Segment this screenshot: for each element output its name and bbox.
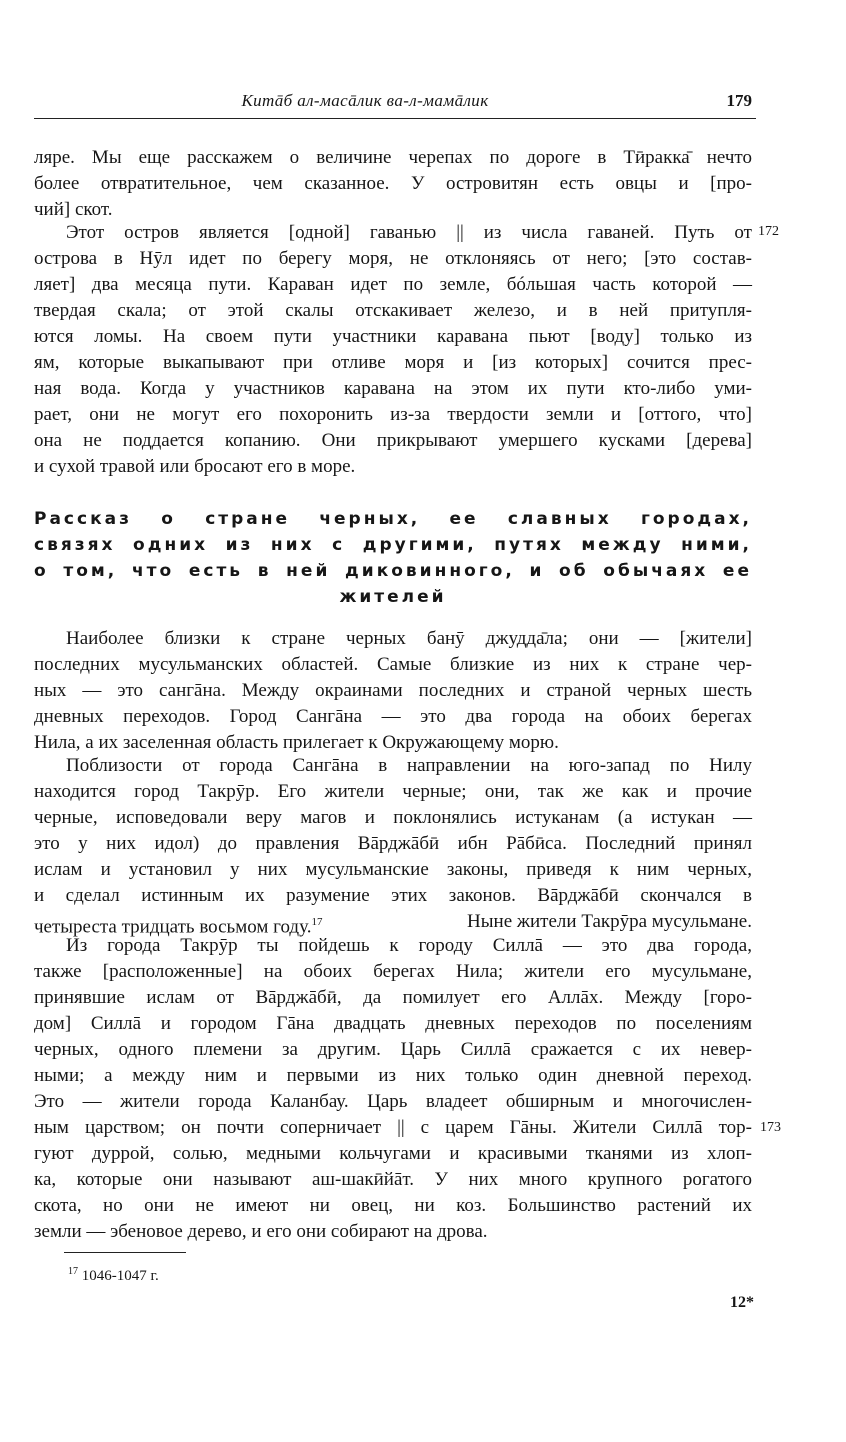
text-line: ка, которые они называют аш-шакӣйāт. У них много крупного рогатого xyxy=(34,1169,752,1190)
footnote xyxy=(68,1266,159,1285)
text-line: Этот остров является [одной] гаванью || из числа гаваней. Путь от xyxy=(66,222,752,243)
text-line: черных, одного племени за другим. Царь Силлā сражается с их невер- xyxy=(34,1039,752,1060)
text-line: ных — это сангāна. Между окраинами последних и страной черных шесть xyxy=(34,680,752,701)
text-line xyxy=(34,909,752,938)
text-line: она не поддается копанию. Они прикрывают умершего кусками [дерева] xyxy=(34,430,752,451)
text-line: скота, но они не имеют ни овец, ни коз. Большинство растений их xyxy=(34,1195,752,1216)
text-line: Поблизости от города Сангāна в направлении на юго-запад по Нилу xyxy=(66,755,752,776)
text-line: находится город Такрӯр. Его жители черные; они, так же как и прочие xyxy=(34,781,752,802)
footnote-number: 17 xyxy=(68,1266,78,1277)
text-line: ными; а между ним и первыми из них только один дневной переход. xyxy=(34,1065,752,1086)
heading-line: связях одних из них с другими, путях между ними, xyxy=(34,535,752,555)
signature-mark: 12* xyxy=(730,1294,754,1311)
footnote-rule xyxy=(64,1252,186,1253)
text-line: принявшие ислам от Вāрджāбӣ, да помилует его Аллāх. Между [горо- xyxy=(34,987,752,1008)
margin-folio-number: 172 xyxy=(758,224,779,239)
text-line: дом] Силлā и городом Гāна двадцать дневных переходов по поселениям xyxy=(34,1013,752,1034)
text-line: ются ломы. На своем пути участники каравана пьют [воду] только из xyxy=(34,326,752,347)
heading-line: Рассказ о стране черных, ее славных городах, xyxy=(34,509,752,529)
text-line: это у них идол) до правления Вāрджāбӣ ибн Рāбӣса. Последний принял xyxy=(34,833,752,854)
text-line: ям, которые выкапывают при отливе моря и [из которых] сочится прес- xyxy=(34,352,752,373)
text-line: последних мусульманских областей. Самые близкие из них к стране чер- xyxy=(34,654,752,675)
text-line: ляет] два месяца пути. Караван идет по земле, бóльшая часть которой — xyxy=(34,274,752,295)
text-line: более отвратительное, чем сказанное. У островитян есть овцы и [про- xyxy=(34,173,752,194)
text-line: Из города Такрӯр ты пойдешь к городу Силлā — это два города, xyxy=(66,935,752,956)
running-title: Китāб ал-масāлик ва-л-мамāлик xyxy=(241,91,489,110)
text-line: Нила, а их заселенная область прилегает к Окружающему морю. xyxy=(34,732,559,753)
text-line: и сделал истинным их разумение этих законов. Вāрджāбӣ скончался в xyxy=(34,885,752,906)
margin-folio-number: 173 xyxy=(760,1120,781,1135)
heading-line: о том, что есть в ней диковинного, и об обычаях ее xyxy=(34,561,752,581)
text-span: четыреста тридцать восьмом году. xyxy=(34,916,312,938)
text-line: Наиболее близки к стране черных банӯ джудда̄ла; они — [жители] xyxy=(66,628,752,649)
text-line: дневных переходов. Город Сангāна — это два города на обоих берегах xyxy=(34,706,752,727)
text-line: твердая скала; от этой скалы отскакивает железо, и в ней притупля- xyxy=(34,300,752,321)
text-line: также [расположенные] на обоих берегах Нила; жители его мусульмане, xyxy=(34,961,752,982)
text-line: гуют дуррой, солью, медными кольчугами и красивыми тканями из хлоп- xyxy=(34,1143,752,1164)
text-line: ным царством; он почти соперничает || с царем Гāны. Жители Силлā тор- xyxy=(34,1117,752,1138)
text-line: ная вода. Когда у участников каравана на этом их пути кто-либо уми- xyxy=(34,378,752,399)
text-line: и сухой травой или бросают его в море. xyxy=(34,456,356,477)
text-line: рает, они не могут его похоронить из-за твердости земли и [оттого, что] xyxy=(34,404,752,425)
text-line: черные, исповедовали веру магов и поклонялись истуканам (а истукан — xyxy=(34,807,752,828)
text-line: ислам и установил у них мусульманские законы, приведя к ним черных, xyxy=(34,859,752,880)
text-line: острова в Нӯл идет по берегу моря, не отклоняясь от него; [это состав- xyxy=(34,248,752,269)
text-span: Ныне жители Такрӯра мусульмане. xyxy=(467,911,752,932)
text-line: земли — эбеновое дерево, и его они собирают на дрова. xyxy=(34,1221,488,1242)
heading-line: жителей xyxy=(339,587,447,607)
running-head xyxy=(34,91,756,115)
text-line: ляре. Мы еще расскажем о величине черепах по дороге в Тӣракка̄ нечто xyxy=(34,147,752,168)
header-rule xyxy=(34,118,756,119)
page-number: 179 xyxy=(726,91,752,110)
text-line: Это — жители города Каланбау. Царь владеет обширным и многочислен- xyxy=(34,1091,752,1112)
text-line: чий] скот. xyxy=(34,199,113,220)
footnote-text: 1046-1047 г. xyxy=(81,1268,159,1284)
footnote-marker[interactable]: 17 xyxy=(311,916,323,928)
